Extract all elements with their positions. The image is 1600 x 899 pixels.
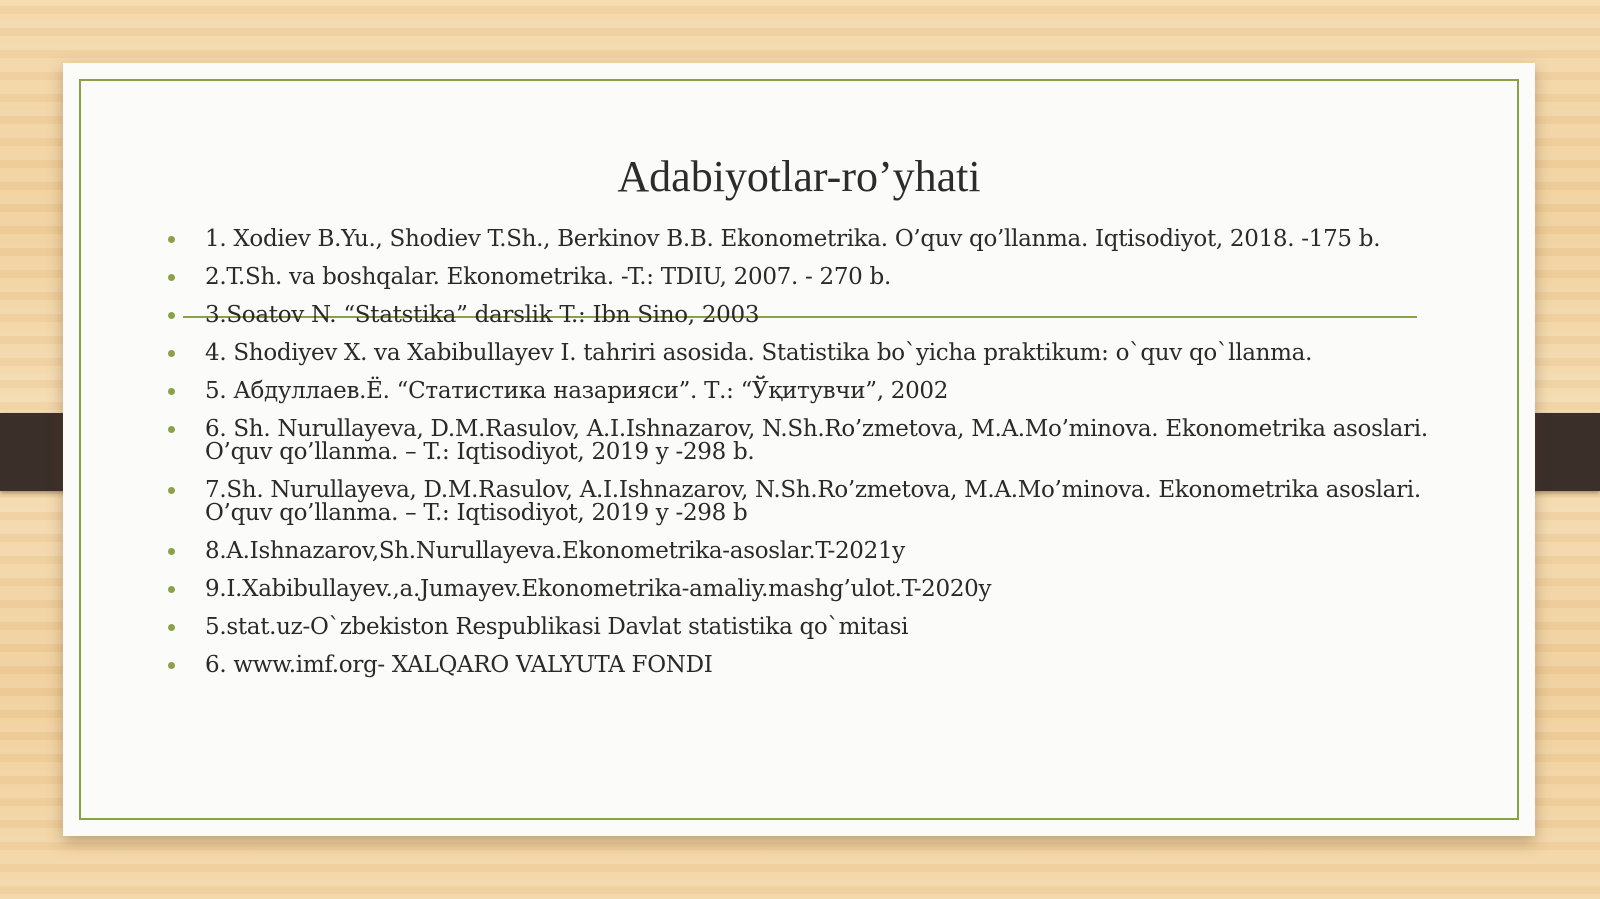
reference-text-2: 2.T.Sh. va boshqalar. Ekonometrika. -T.: TDIU, 2007. - 270 b. [205, 264, 891, 290]
reference-list [167, 228, 1447, 692]
reference-text-8: 8.A.Ishnazarov,Sh.Nurullayeva.Ekonometrika-asoslar.T-2021y [205, 538, 905, 564]
reference-item-8 [167, 540, 1447, 563]
bullet-icon [168, 624, 175, 631]
bullet-icon [168, 548, 175, 555]
reference-text-1: 1. Xodiev B.Yu., Shodiev T.Sh., Berkinov B.B. Ekonometrika. O’quv qo’llanma. Iqtisodiyot, 2018. -175 b. [205, 226, 1381, 252]
reference-text-11: 6. www.imf.org- XALQARO VALYUTA FONDI [205, 652, 713, 678]
reference-text-4: 4. Shodiyev X. va Xabibullayev I. tahriri asosida. Statistika bo`yicha praktikum: o`quv qo`llanma. [205, 340, 1313, 366]
reference-text-3: 3.Soatov N. “Statstika” darslik T.: Ibn Sino, 2003 [205, 302, 760, 328]
reference-item-4 [167, 342, 1447, 365]
reference-text-10: 5.stat.uz-O`zbekiston Respublikasi Davlat statistika qo`mitasi [205, 614, 909, 640]
bullet-icon [168, 236, 175, 243]
reference-item-6 [167, 418, 1447, 464]
reference-text-5: 5. Абдуллаев.Ё. “Статистика назарияси”. Т.: “Ўқитувчи”, 2002 [205, 378, 949, 404]
bullet-icon [168, 586, 175, 593]
bullet-icon [168, 487, 175, 494]
reference-item-2 [167, 266, 1447, 289]
bullet-icon [168, 662, 175, 669]
bullet-icon [168, 312, 175, 319]
bullet-icon [168, 274, 175, 281]
bullet-icon [168, 388, 175, 395]
reference-item-7 [167, 479, 1447, 525]
reference-text-9: 9.I.Xabibullayev.,a.Jumayev.Ekonometrika-amaliy.mashg’ulot.T-2020y [205, 576, 992, 602]
reference-text-6: 6. Sh. Nurullayeva, D.M.Rasulov, A.I.Ishnazarov, N.Sh.Ro’zmetova, M.A.Mo’minova. Ekonometrika asoslari. O’quv qo’llanma. – T.: Iqtisodiyot, 2019 y -298 b. [205, 416, 1428, 465]
reference-item-9 [167, 578, 1447, 601]
reference-item-5 [167, 380, 1447, 403]
slide-card [63, 63, 1535, 836]
reference-item-1 [167, 228, 1447, 251]
reference-item-3 [167, 304, 1447, 327]
bullet-icon [168, 426, 175, 433]
reference-text-7: 7.Sh. Nurullayeva, D.M.Rasulov, A.I.Ishnazarov, N.Sh.Ro’zmetova, M.A.Mo’minova. Ekonometrika asoslari. O’quv qo’llanma. – T.: Iqtisodiyot, 2019 y -298 b [205, 477, 1421, 526]
slide-title: Adabiyotlar-ro’yhati [617, 152, 981, 201]
bullet-icon [168, 350, 175, 357]
reference-item-10 [167, 616, 1447, 639]
reference-item-11 [167, 654, 1447, 677]
